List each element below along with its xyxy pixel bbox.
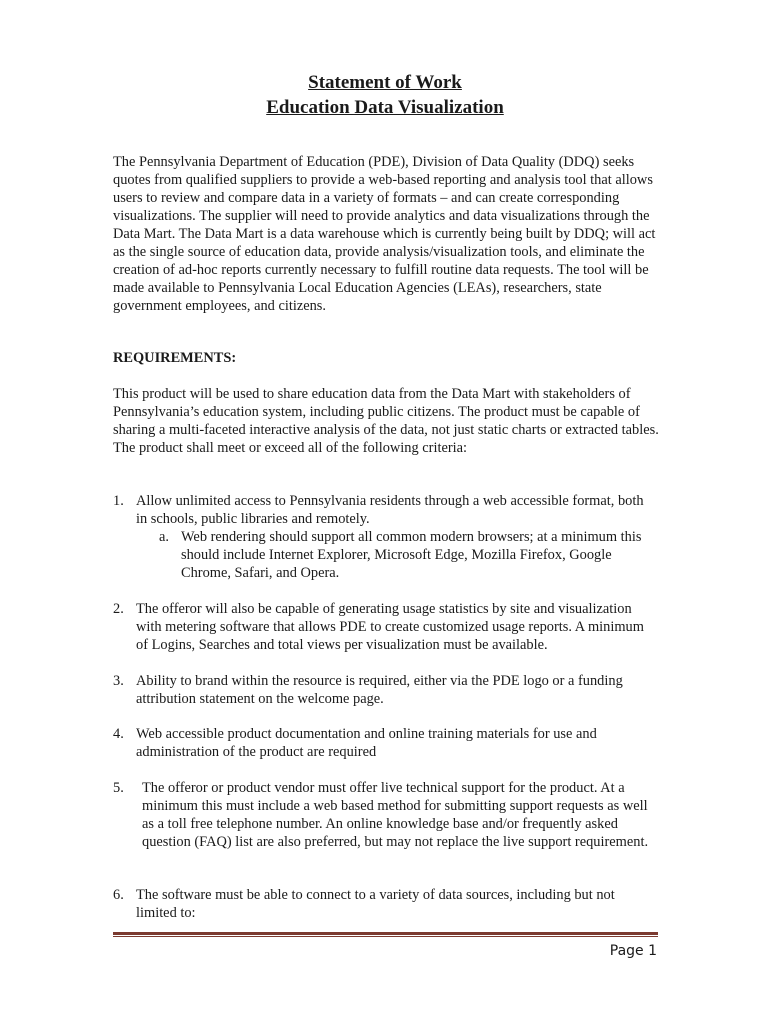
document-title <box>0 70 770 120</box>
footer-divider <box>113 932 658 935</box>
list-subitem-number: a. <box>159 529 169 545</box>
title-line-1: Statement of Work <box>308 72 462 93</box>
requirements-paragraph: This product will be used to share education data from the Data Mart with stakeholders of Pennsylvania’s education system, including public citizens. The product must be capable of sharing a multi-faceted interactive analysis of the data, not just static charts or extracted tables. The product shall meet or exceed all of the following criteria: <box>113 386 659 456</box>
page-number: Page 1 <box>609 943 657 959</box>
list-item-text: Ability to brand within the resource is required, either via the PDE logo or a funding attribution statement on the welcome page. <box>136 673 623 707</box>
footer-divider-thin <box>113 936 658 937</box>
intro-paragraph: The Pennsylvania Department of Education (PDE), Division of Data Quality (DDQ) seeks quotes from qualified suppliers to provide a web-based reporting and analysis tool that allows users to review and compare data in a variety of formats – and can create corresponding visualizations. The supplier will need to provide analytics and data visualizations through the Data Mart. The Data Mart is a data warehouse which is currently being built by DDQ; will act as the single source of education data, provide analysis/visualization tools, and eliminate the creation of ad-hoc reports currently necessary to fulfill routine data requests. The tool will be made available to Pennsylvania Local Education Agencies (LEAs), researchers, state government employees, and citizens. <box>113 154 656 314</box>
list-item-4 <box>113 725 658 761</box>
list-item-number: 3. <box>113 673 124 689</box>
list-item-6 <box>113 886 658 922</box>
list-item-text: Allow unlimited access to Pennsylvania residents through a web accessible format, both in schools, public libraries and remotely. <box>136 493 644 527</box>
list-subitem-1a <box>159 528 649 582</box>
title-line-2: Education Data Visualization <box>266 97 504 118</box>
list-item-text: The offeror will also be capable of generating usage statistics by site and visualization with metering software that allows PDE to create customized usage reports. A minimum of Logins, Searches and total views per visualization must be available. <box>136 601 644 653</box>
list-item-number: 4. <box>113 726 124 742</box>
requirements-heading: REQUIREMENTS: <box>113 350 237 366</box>
list-item-number: 5. <box>113 780 124 796</box>
list-item-text: Web accessible product documentation and online training materials for use and administration of the product are required <box>136 726 597 760</box>
list-item-number: 2. <box>113 601 124 617</box>
list-item-text: The software must be able to connect to a variety of data sources, including but not limited to: <box>136 887 615 921</box>
list-item-2 <box>113 600 658 654</box>
list-item-text: The offeror or product vendor must offer live technical support for the product. At a minimum this must include a web based method for submitting support requests as well as a toll free telephone number. An online knowledge base and/or frequently asked question (FAQ) list are also preferred, but may not replace the live support requirement. <box>142 780 649 850</box>
list-item-1 <box>113 492 658 528</box>
list-item-number: 1. <box>113 493 124 509</box>
list-subitem-text: Web rendering should support all common modern browsers; at a minimum this should include Internet Explorer, Microsoft Edge, Mozilla Firefox, Google Chrome, Safari, and Opera. <box>181 529 642 581</box>
list-item-5 <box>113 779 658 851</box>
list-item-3 <box>113 672 658 708</box>
list-item-number: 6. <box>113 887 124 903</box>
